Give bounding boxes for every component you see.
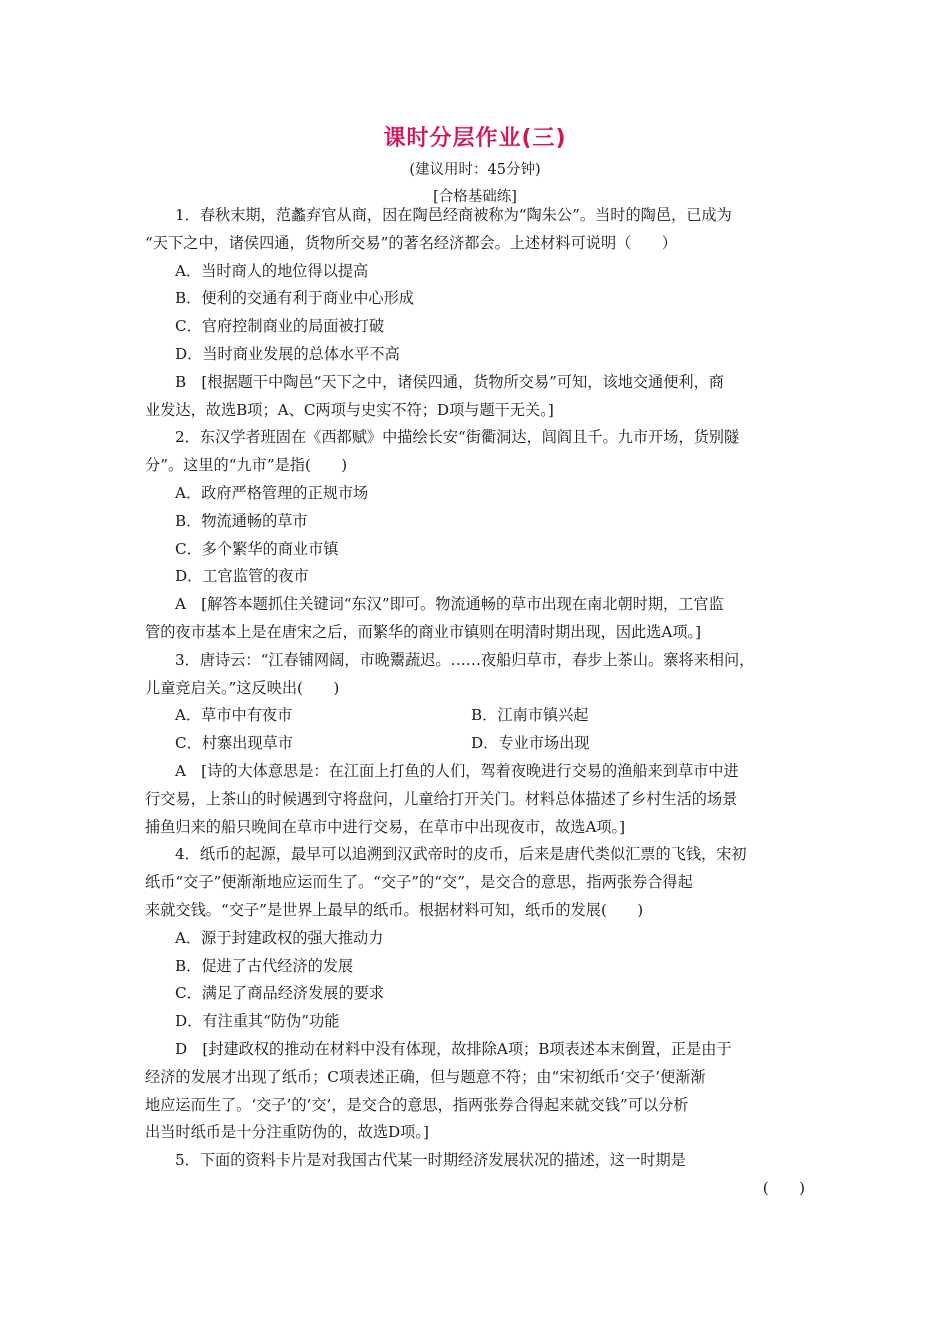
answer-line: A [解答本题抓住关键词“东汉”即可。物流通畅的草市出现在南北朝时期，工官监 [175,595,724,614]
option-d: D．工官监管的夜市 [175,567,309,586]
question-stem-line: 5．下面的资料卡片是对我国古代某一时期经济发展状况的描述，这一时期是 [175,1151,686,1170]
answer-line: 经济的发展才出现了纸币；C项表述正确，但与题意不符；由“宋初纸币‘交子’便渐渐 [145,1067,706,1086]
answer-line: 捕鱼归来的船只晚间在草市中进行交易，在草市中出现夜市，故选A项。] [145,817,626,836]
option-a: A．源于封建政权的强大推动力 [175,928,384,947]
option-c: C．村寨出现草市 [175,734,293,753]
answer-line: 管的夜市基本上是在唐宋之后，而繁华的商业市镇则在明清时期出现，因此选A项。] [145,622,702,641]
option-a: A．草市中有夜市 [175,706,293,725]
question-3 [145,647,805,842]
option-row [145,730,805,758]
answer-bracket: ( ) [762,1178,805,1197]
question-stem-line: 来就交钱。“交子”是世界上最早的纸币。根据材料可知，纸币的发展( ) [145,900,644,919]
page-title: 课时分层作业(三) [383,126,567,151]
question-stem-line: “天下之中，诸侯四通，货物所交易”的著名经济都会。上述材料可说明（ ） [145,233,677,252]
question-stem-line: 2．东汉学者班固在《西都赋》中描绘长安“街衢洞达，闾阎且千。九市开场，货别隧 [175,428,740,447]
question-5 [145,1147,805,1203]
option-a: A．当时商人的地位得以提高 [175,261,369,280]
answer-line: A [诗的大体意思是：在江面上打鱼的人们，驾着夜晚进行交易的渔船来到草市中进 [175,761,739,780]
page-subtitle: (建议用时：45分钟) [409,162,541,178]
question-stem-line: 1．春秋末期，范蠡弃官从商，因在陶邑经商被称为“陶朱公”。当时的陶邑，已成为 [175,206,732,224]
option-a: A．政府严格管理的正规市场 [175,483,369,502]
answer-line: 业发达，故选B项；A、C两项与史实不符；D项与题干无关。] [145,400,554,419]
option-b: B．江南市镇兴起 [471,706,589,725]
option-b: B．物流通畅的草市 [175,511,308,530]
question-2 [145,424,805,646]
question-4 [145,841,805,1147]
question-stem-line: 儿童竞启关。”这反映出( ) [145,678,340,697]
question-stem-line: 纸币“交子”便渐渐地应运而生了。“交子”的“交”，是交合的意思，指两张券合得起 [145,873,693,892]
option-d: D．当时商业发展的总体水平不高 [175,344,400,363]
question-stem-line: 4．纸币的起源，最早可以追溯到汉武帝时的皮币，后来是唐代类似汇票的飞钱，宋初 [175,845,747,864]
answer-line: 地应运而生了。‘交子’的‘交’，是交合的意思，指两张券合得起来就交钱”可以分析 [145,1095,689,1114]
option-row [145,702,805,730]
question-list [145,202,805,1203]
question-stem-line: 3．唐诗云：“江春铺网阔，市晚鬻蔬迟。……夜船归草市，春步上茶山。寨将来相问， [175,650,755,669]
option-d: D．专业市场出现 [471,734,590,753]
option-b: B．促进了古代经济的发展 [175,956,354,975]
section-heading: [合格基础练] [433,189,517,205]
answer-line: D [封建政权的推动在材料中没有体现，故排除A项；B项表述本末倒置，正是由于 [175,1039,732,1058]
answer-line: B [根据题干中陶邑“天下之中，诸侯四通，货物所交易”可知，该地交通便利，商 [175,372,724,391]
option-b: B．便利的交通有利于商业中心形成 [175,289,414,308]
option-c: C．满足了商品经济发展的要求 [175,984,385,1003]
option-c: C．多个繁华的商业市镇 [175,539,339,558]
answer-line: 行交易，上茶山的时候遇到守将盘问，儿童给打开关门。材料总体描述了乡村生活的场景 [145,789,738,808]
option-c: C．官府控制商业的局面被打破 [175,317,385,336]
answer-line: 出当时纸币是十分注重防伪的，故选D项。] [145,1123,429,1142]
option-d: D．有注重其“防伪”功能 [175,1012,340,1031]
question-1 [145,202,805,424]
question-stem-line: 分”。这里的“九市”是指( ) [145,456,348,475]
